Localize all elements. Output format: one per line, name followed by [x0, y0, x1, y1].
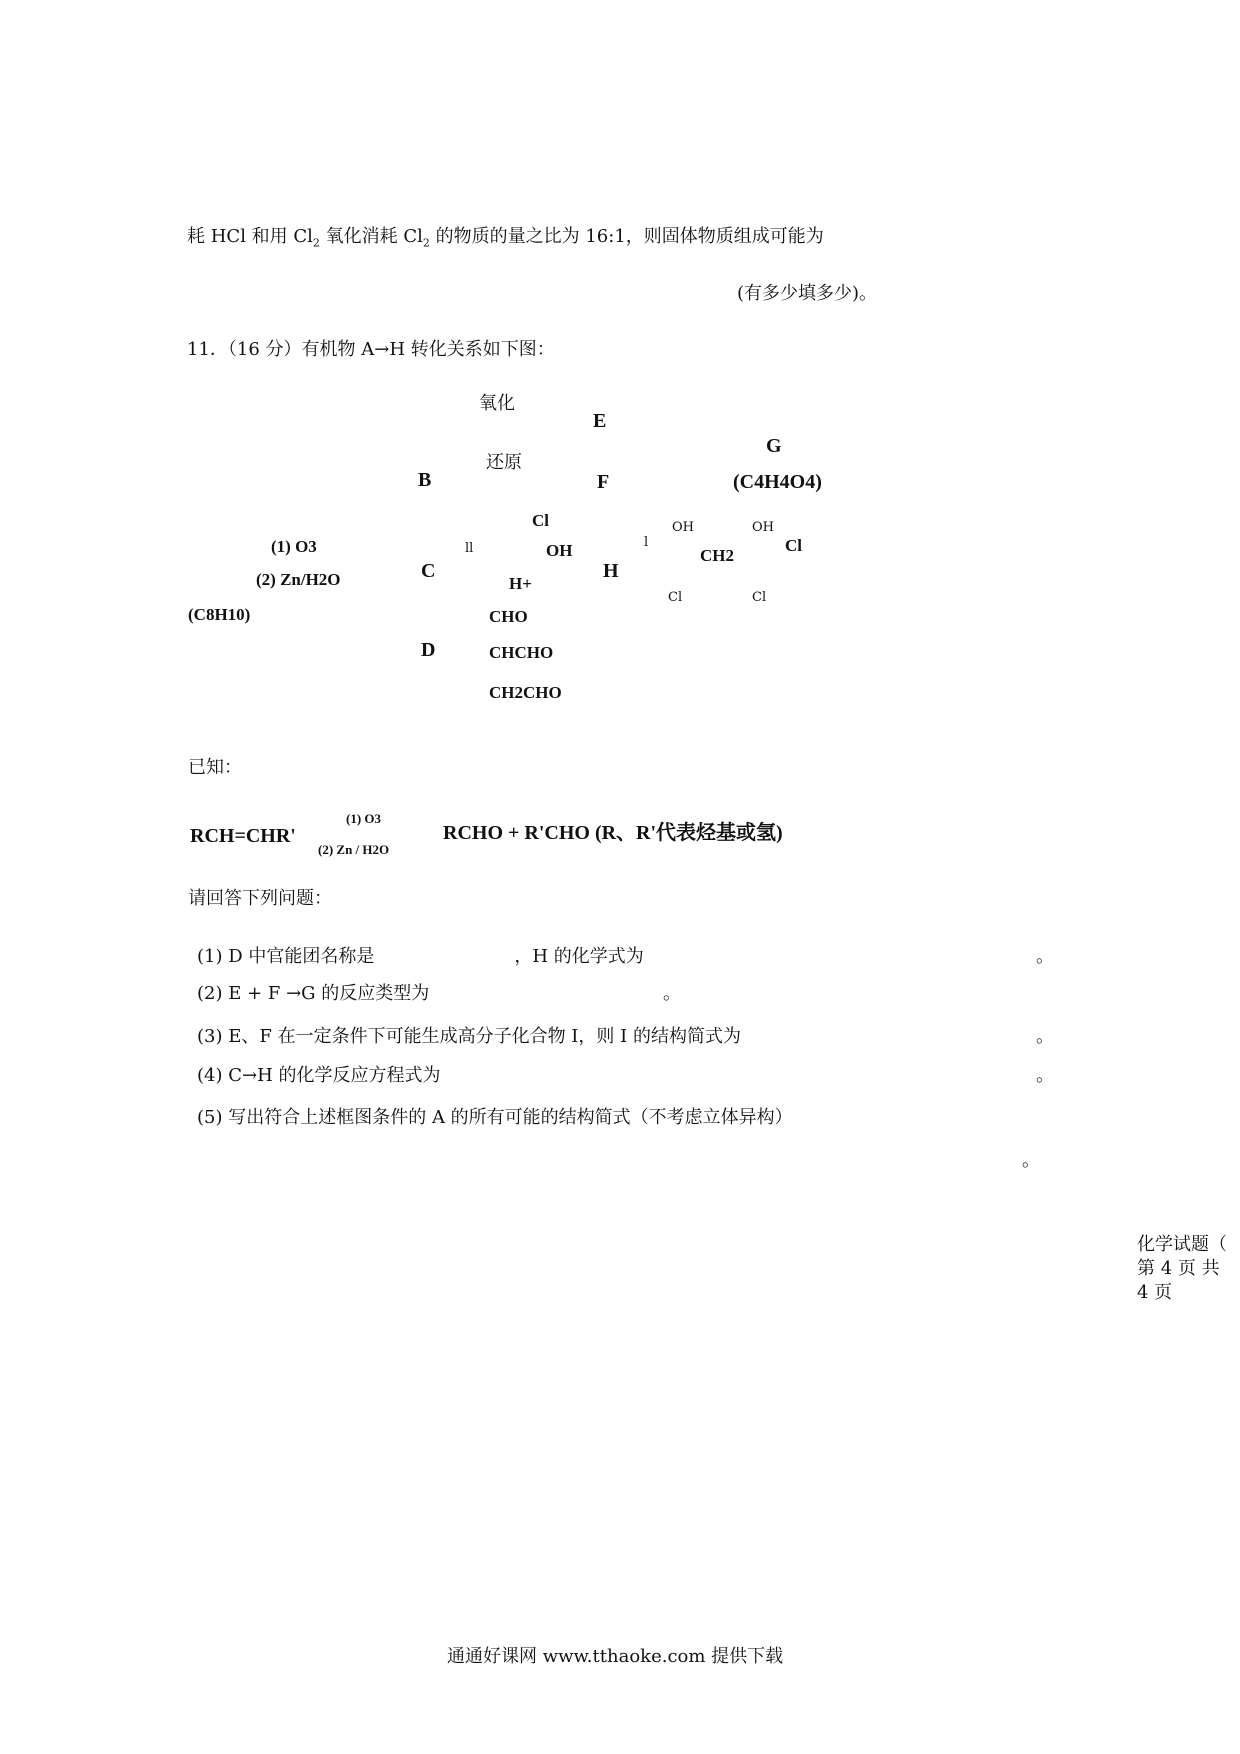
compound-a-formula: (C8H10): [188, 605, 251, 624]
scheme-oh-small-1: OH: [672, 520, 694, 535]
intro-line-2: (有多少填多少)。: [737, 283, 878, 304]
known-product: RCHO + R'CHO (R、R'代表烃基或氢): [443, 822, 783, 844]
step-2-reagent: (2) Zn/H2O: [256, 570, 341, 589]
item-3-end: 。: [1036, 1026, 1054, 1047]
scheme-bond-mark: l: [644, 535, 649, 550]
scheme-oh-small-2: OH: [752, 520, 774, 535]
known-condition-2: (2) Zn / H2O: [318, 842, 390, 857]
source-footer: 通通好课网 www.tthaoke.com 提供下载: [447, 1646, 784, 1667]
page-number-info: 化学试题（ 第 4 页 共 4 页: [1137, 1234, 1227, 1303]
item-2-end: 。: [663, 983, 681, 1004]
compound-e-label: E: [593, 410, 607, 432]
item-2: (2) E + F →G 的反应类型为: [197, 983, 430, 1004]
scheme-ch2cho: CH2CHO: [489, 683, 562, 702]
intro-subscript-1: 2: [312, 236, 320, 250]
scheme-cl-top: Cl: [532, 511, 549, 530]
intro-line-1: [187, 226, 824, 250]
item-1-end: 。: [1036, 946, 1054, 967]
compound-g-formula: (C4H4O4): [733, 471, 822, 493]
item-5-end: 。: [1022, 1150, 1040, 1171]
scheme-cl-small-1: Cl: [668, 590, 683, 605]
compound-f-label: F: [597, 471, 610, 493]
intro-text-b: 氧化消耗 Cl: [319, 226, 423, 247]
intro-subscript-2: 2: [422, 236, 430, 250]
item-1-text-b: ，H 的化学式为: [514, 946, 644, 967]
question-header: 11．（16 分）有机物 A→H 转化关系如下图：: [187, 339, 555, 360]
scheme-oxidation-label: 氧化: [479, 393, 515, 414]
compound-h-label: H: [603, 560, 619, 582]
known-reactant: RCH=CHR': [190, 825, 296, 847]
item-5: (5) 写出符合上述框图条件的 A 的所有可能的结构简式（不考虑立体异构）: [197, 1107, 793, 1128]
item-1-text-a: (1) D 中官能团名称是: [197, 946, 375, 967]
scheme-ch2: CH2: [700, 546, 734, 565]
scheme-h-plus: H+: [509, 574, 532, 593]
item-4: (4) C→H 的化学反应方程式为: [197, 1065, 441, 1086]
item-4-end: 。: [1036, 1065, 1054, 1086]
compound-d-label: D: [421, 639, 436, 661]
item-1: [197, 946, 644, 968]
item-3: (3) E、F 在一定条件下可能生成高分子化合物 I，则 I 的结构简式为: [197, 1026, 741, 1047]
step-1-reagent: (1) O3: [271, 537, 317, 556]
intro-text-c: 的物质的量之比为 16:1，则固体物质组成可能为: [429, 226, 824, 247]
compound-g-label: G: [766, 435, 782, 457]
compound-b-label: B: [418, 469, 432, 491]
known-condition-1: (1) O3: [346, 811, 382, 826]
answer-prompt: 请回答下列问题：: [188, 888, 332, 909]
intro-text-a: 耗 HCl 和用 Cl: [187, 226, 313, 247]
known-label: 已知：: [188, 757, 242, 778]
scheme-cho: CHO: [489, 607, 528, 626]
scheme-double-bond-mark: ll: [465, 541, 474, 556]
scheme-oh: OH: [546, 541, 573, 560]
scheme-cl-right: Cl: [785, 536, 802, 555]
scheme-reduction-label: 还原: [486, 452, 522, 473]
compound-c-label: C: [421, 560, 436, 582]
scheme-cl-small-2: Cl: [752, 590, 767, 605]
scheme-chcho: CHCHO: [489, 643, 554, 662]
